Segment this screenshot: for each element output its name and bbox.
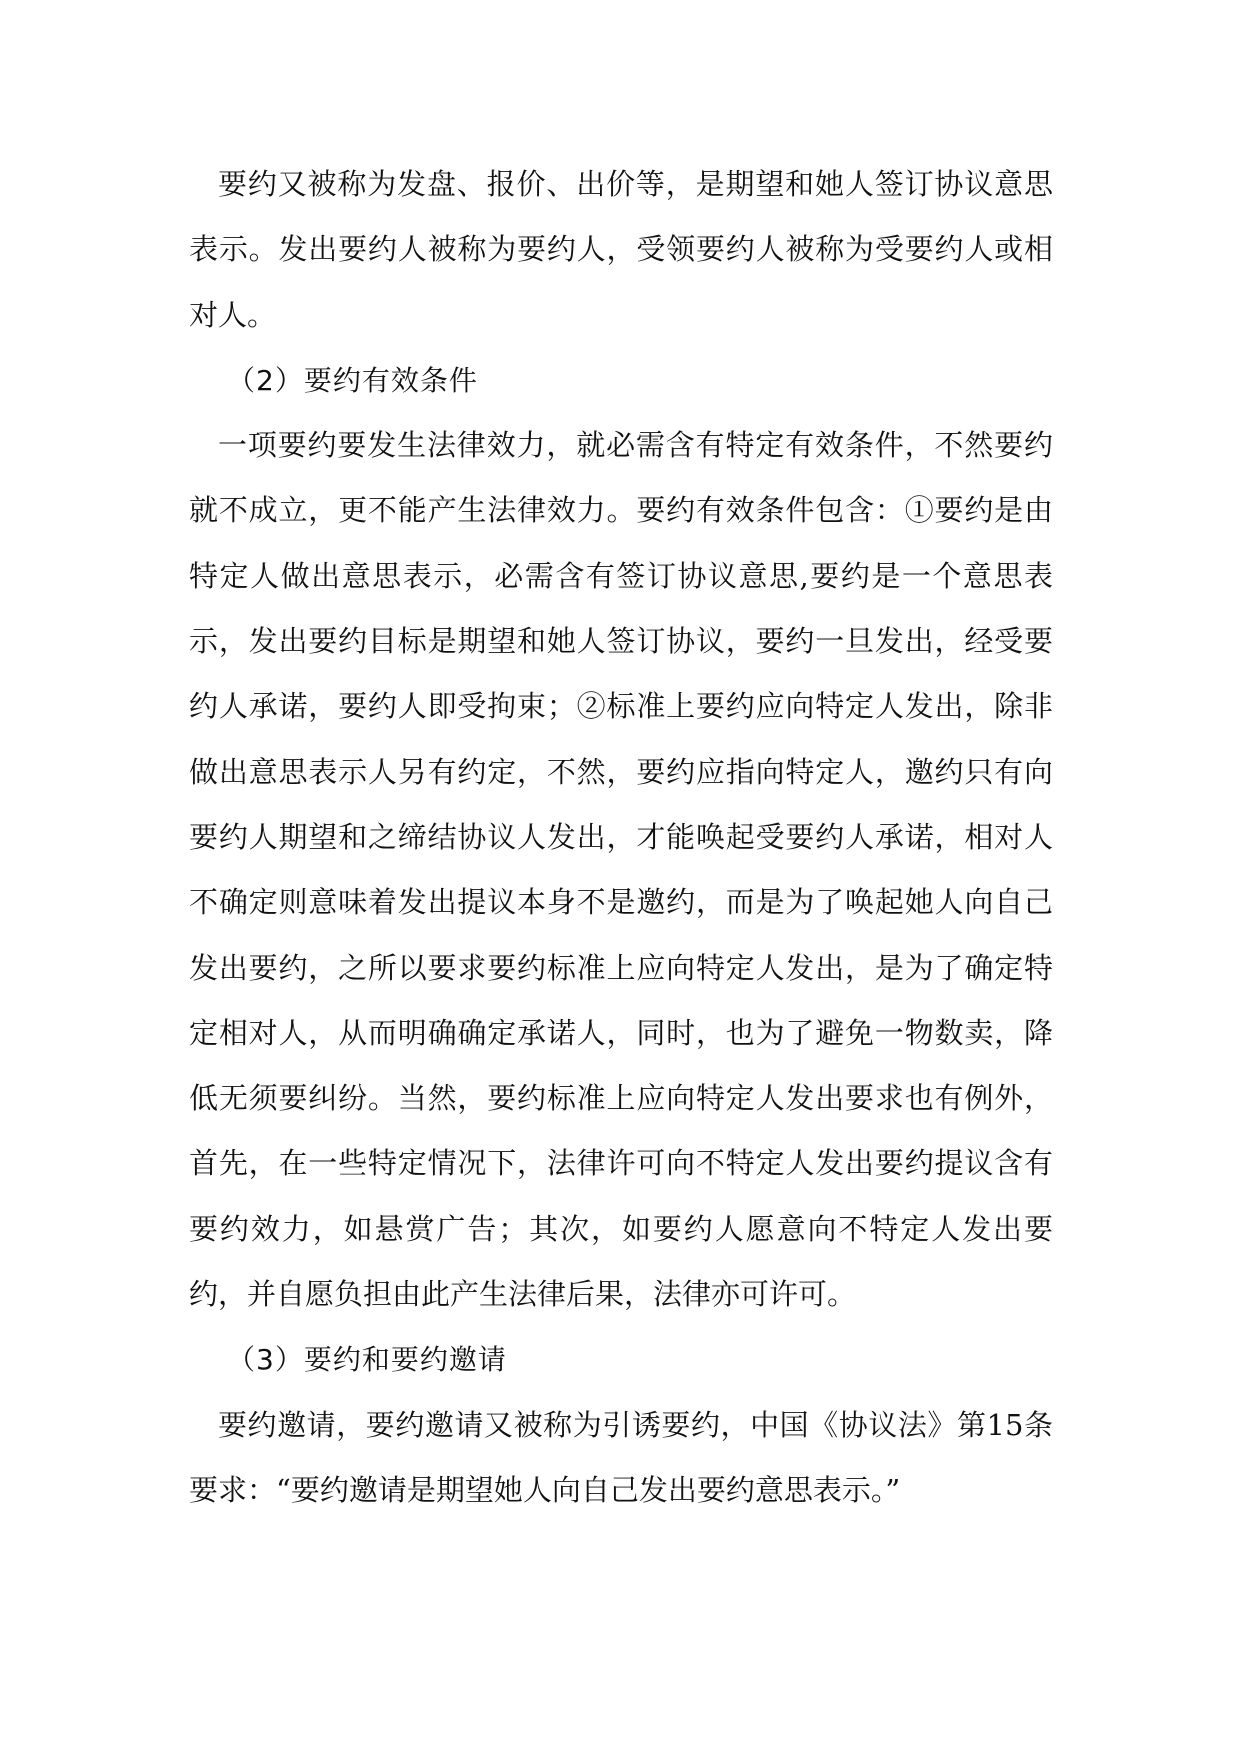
paragraph-invitation-to-offer: 要约邀请，要约邀请又被称为引诱要约，中国《协议法》第15条要求：“要约邀请是期望她人向自己发出要约意思表示。”	[189, 1407, 1053, 1507]
document-body	[189, 152, 1053, 1523]
paragraph-offer-validity-conditions: 一项要约要发生法律效力，就必需含有特定有效条件，不然要约就不成立，更不能产生法律效力。要约有效条件包含：①要约是由特定人做出意思表示，必需含有签订协议意思,要约是一个意思表示，发出要约目标是期望和她人签订协议，要约一旦发出，经受要约人承诺，要约人即受拘束；②标准上要约应向特定人发出，除非做出意思表示人另有约定，不然，要约应指向特定人，邀约只有向要约人期望和之缔结协议人发出，才能唤起受要约人承诺，相对人不确定则意味着发出提议本身不是邀约，而是为了唤起她人向自己发出要约，之所以要求要约标准上应向特定人发出，是为了确定特定相对人，从而明确确定承诺人，同时，也为了避免一物数卖，降低无须要纠纷。当然，要约标准上应向特定人发出要求也有例外，首先，在一些特定情况下，法律许可向不特定人发出要约提议含有要约效力，如悬赏广告；其次，如要约人愿意向不特定人发出要约，并自愿负担由此产生法律后果，法律亦可许可。	[189, 428, 1053, 1312]
heading-offer-and-invitation: （3）要约和要约邀请	[227, 1343, 507, 1377]
heading-offer-validity-conditions: （2）要约有效条件	[227, 363, 478, 397]
paragraph-offer-definition: 要约又被称为发盘、报价、出价等，是期望和她人签订协议意思表示。发出要约人被称为要约人，受领要约人被称为受要约人或相对人。	[189, 167, 1053, 332]
